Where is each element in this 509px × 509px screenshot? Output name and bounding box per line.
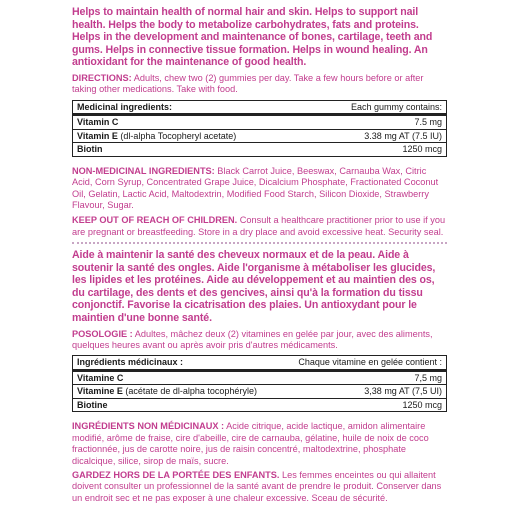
ingredient-amount: 1250 mcg bbox=[279, 398, 446, 411]
fr-non-medicinal bbox=[72, 421, 447, 467]
en-directions-text: Adults, chew two (2) gummies per day. Take a few hours before or after taking other medications. Take with food. bbox=[72, 72, 424, 95]
fr-nonmed-text: Acide citrique, acide lactique, amidon alimentaire modifié, arôme de fraise, cire d'abeille, cire de carnauba, gélatine, huile de noix de coco fractionnée, jus de carotte noire, jus de raisin concentré, maltodextrine, phosphate dicalcique, silice, sirop de maïs, sucre. bbox=[72, 421, 429, 466]
fr-directions-label: POSOLOGIE : bbox=[72, 328, 133, 339]
ingredient-amount: 7,5 mg bbox=[279, 370, 446, 385]
ingredient-name: Biotine bbox=[77, 399, 108, 410]
en-benefits-text: Helps to maintain health of normal hair and skin. Helps to support nail health. Helps the body to metabolize carbohydrates, fats and proteins. Helps in the development and maintenance of bones, cartilage, teeth and gums. Helps in connective tissue formation. Helps in wound healing. An antioxidant for the maintenance of good health. bbox=[72, 6, 433, 69]
fr-ingredients-table bbox=[72, 355, 447, 412]
en-table-header-right: Each gummy contains: bbox=[350, 101, 442, 112]
en-warning bbox=[72, 215, 447, 238]
ingredient-amount: 3,38 mg AT (7,5 UI) bbox=[279, 385, 446, 399]
ingredient-name: Vitamine C bbox=[77, 372, 124, 383]
fr-directions bbox=[72, 329, 447, 352]
ingredient-name: Vitamin C bbox=[77, 117, 119, 128]
en-nonmed-label: NON-MEDICINAL INGREDIENTS: bbox=[72, 165, 215, 176]
ingredient-name: Biotin bbox=[77, 144, 103, 155]
fr-nonmed-label: INGRÉDIENTS NON MÉDICINAUX : bbox=[72, 421, 225, 432]
table-row bbox=[73, 143, 446, 156]
ingredient-name: Vitamine E bbox=[77, 386, 123, 397]
table-row bbox=[73, 370, 446, 385]
en-ingredients-table bbox=[72, 100, 447, 157]
en-warning-text: Consult a healthcare practitioner prior to use if you are pregnant or breastfeeding. Store in a dry place and avoid excessive heat. Security seal. bbox=[72, 215, 446, 237]
fr-table-header bbox=[73, 356, 446, 370]
ingredient-detail: (acétate de dl-alpha tocophéryle) bbox=[122, 386, 257, 397]
ingredient-amount: 7.5 mg bbox=[307, 115, 446, 130]
ingredient-amount: 3.38 mg AT (7.5 IU) bbox=[307, 129, 446, 143]
ingredient-name: Vitamin E bbox=[77, 130, 118, 141]
fr-directions-text: Adultes, mâchez deux (2) vitamines en gelée par jour, avec des aliments, quelques heures avant ou après avoir pris d'autres médicaments. bbox=[72, 328, 433, 350]
fr-table-header-right: Chaque vitamine en gelée contient : bbox=[298, 357, 442, 368]
fr-warning-label: GARDEZ HORS DE LA PORTÉE DES ENFANTS. bbox=[72, 470, 280, 480]
en-table-header-left: Medicinal ingredients: bbox=[77, 101, 173, 112]
fr-warning bbox=[72, 470, 447, 504]
fr-warning-text: Les femmes enceintes ou qui allaitent doivent consulter un professionnel de la santé avant de prendre le produit. Conserver dans un endroit sec et ne pas exposer à une chaleur excessive. Sceau de sécurité. bbox=[72, 470, 442, 503]
table-row bbox=[73, 398, 446, 411]
ingredient-amount: 1250 mcg bbox=[307, 143, 446, 156]
fr-benefits-text: Aide à maintenir la santé des cheveux normaux et de la peau. Aide à soutenir la santé des ongles. Aide l'organisme à métaboliser les glucides, les lipides et les protéines. Aide au développement et au maintien des os, du cartilage, des dents et des gencives, ainsi qu'à la formation du tissu conjonctif. Favorise la cicatrisation des plaies. Un antioxydant pour le maintien d'une bonne santé. bbox=[72, 249, 436, 324]
label-panel bbox=[72, 0, 447, 509]
fr-table-header-left: Ingrédients médicinaux : bbox=[77, 357, 184, 368]
french-section bbox=[72, 249, 447, 504]
en-table-header bbox=[73, 101, 446, 115]
table-row bbox=[73, 115, 446, 130]
en-warning-label: KEEP OUT OF REACH OF CHILDREN. bbox=[72, 215, 238, 226]
english-section bbox=[72, 6, 447, 238]
en-non-medicinal bbox=[72, 166, 447, 212]
en-nonmed-text: Black Carrot Juice, Beeswax, Carnauba Wax, Citric Acid, Corn Syrup, Concentrated Grape Juice, Dicalcium Phosphate, Fractionated Coconut Oil, Gelatin, Lactic Acid, Maltodextrin, Modified Food Starch, Silicon Dioxide, Strawberry Flavour, Sugar. bbox=[72, 165, 439, 210]
table-row bbox=[73, 385, 446, 399]
en-directions bbox=[72, 73, 447, 96]
section-divider bbox=[72, 242, 447, 244]
ingredient-detail: (dl-alpha Tocopheryl acetate) bbox=[117, 130, 237, 141]
en-directions-label: DIRECTIONS: bbox=[72, 72, 132, 83]
table-row bbox=[73, 129, 446, 143]
